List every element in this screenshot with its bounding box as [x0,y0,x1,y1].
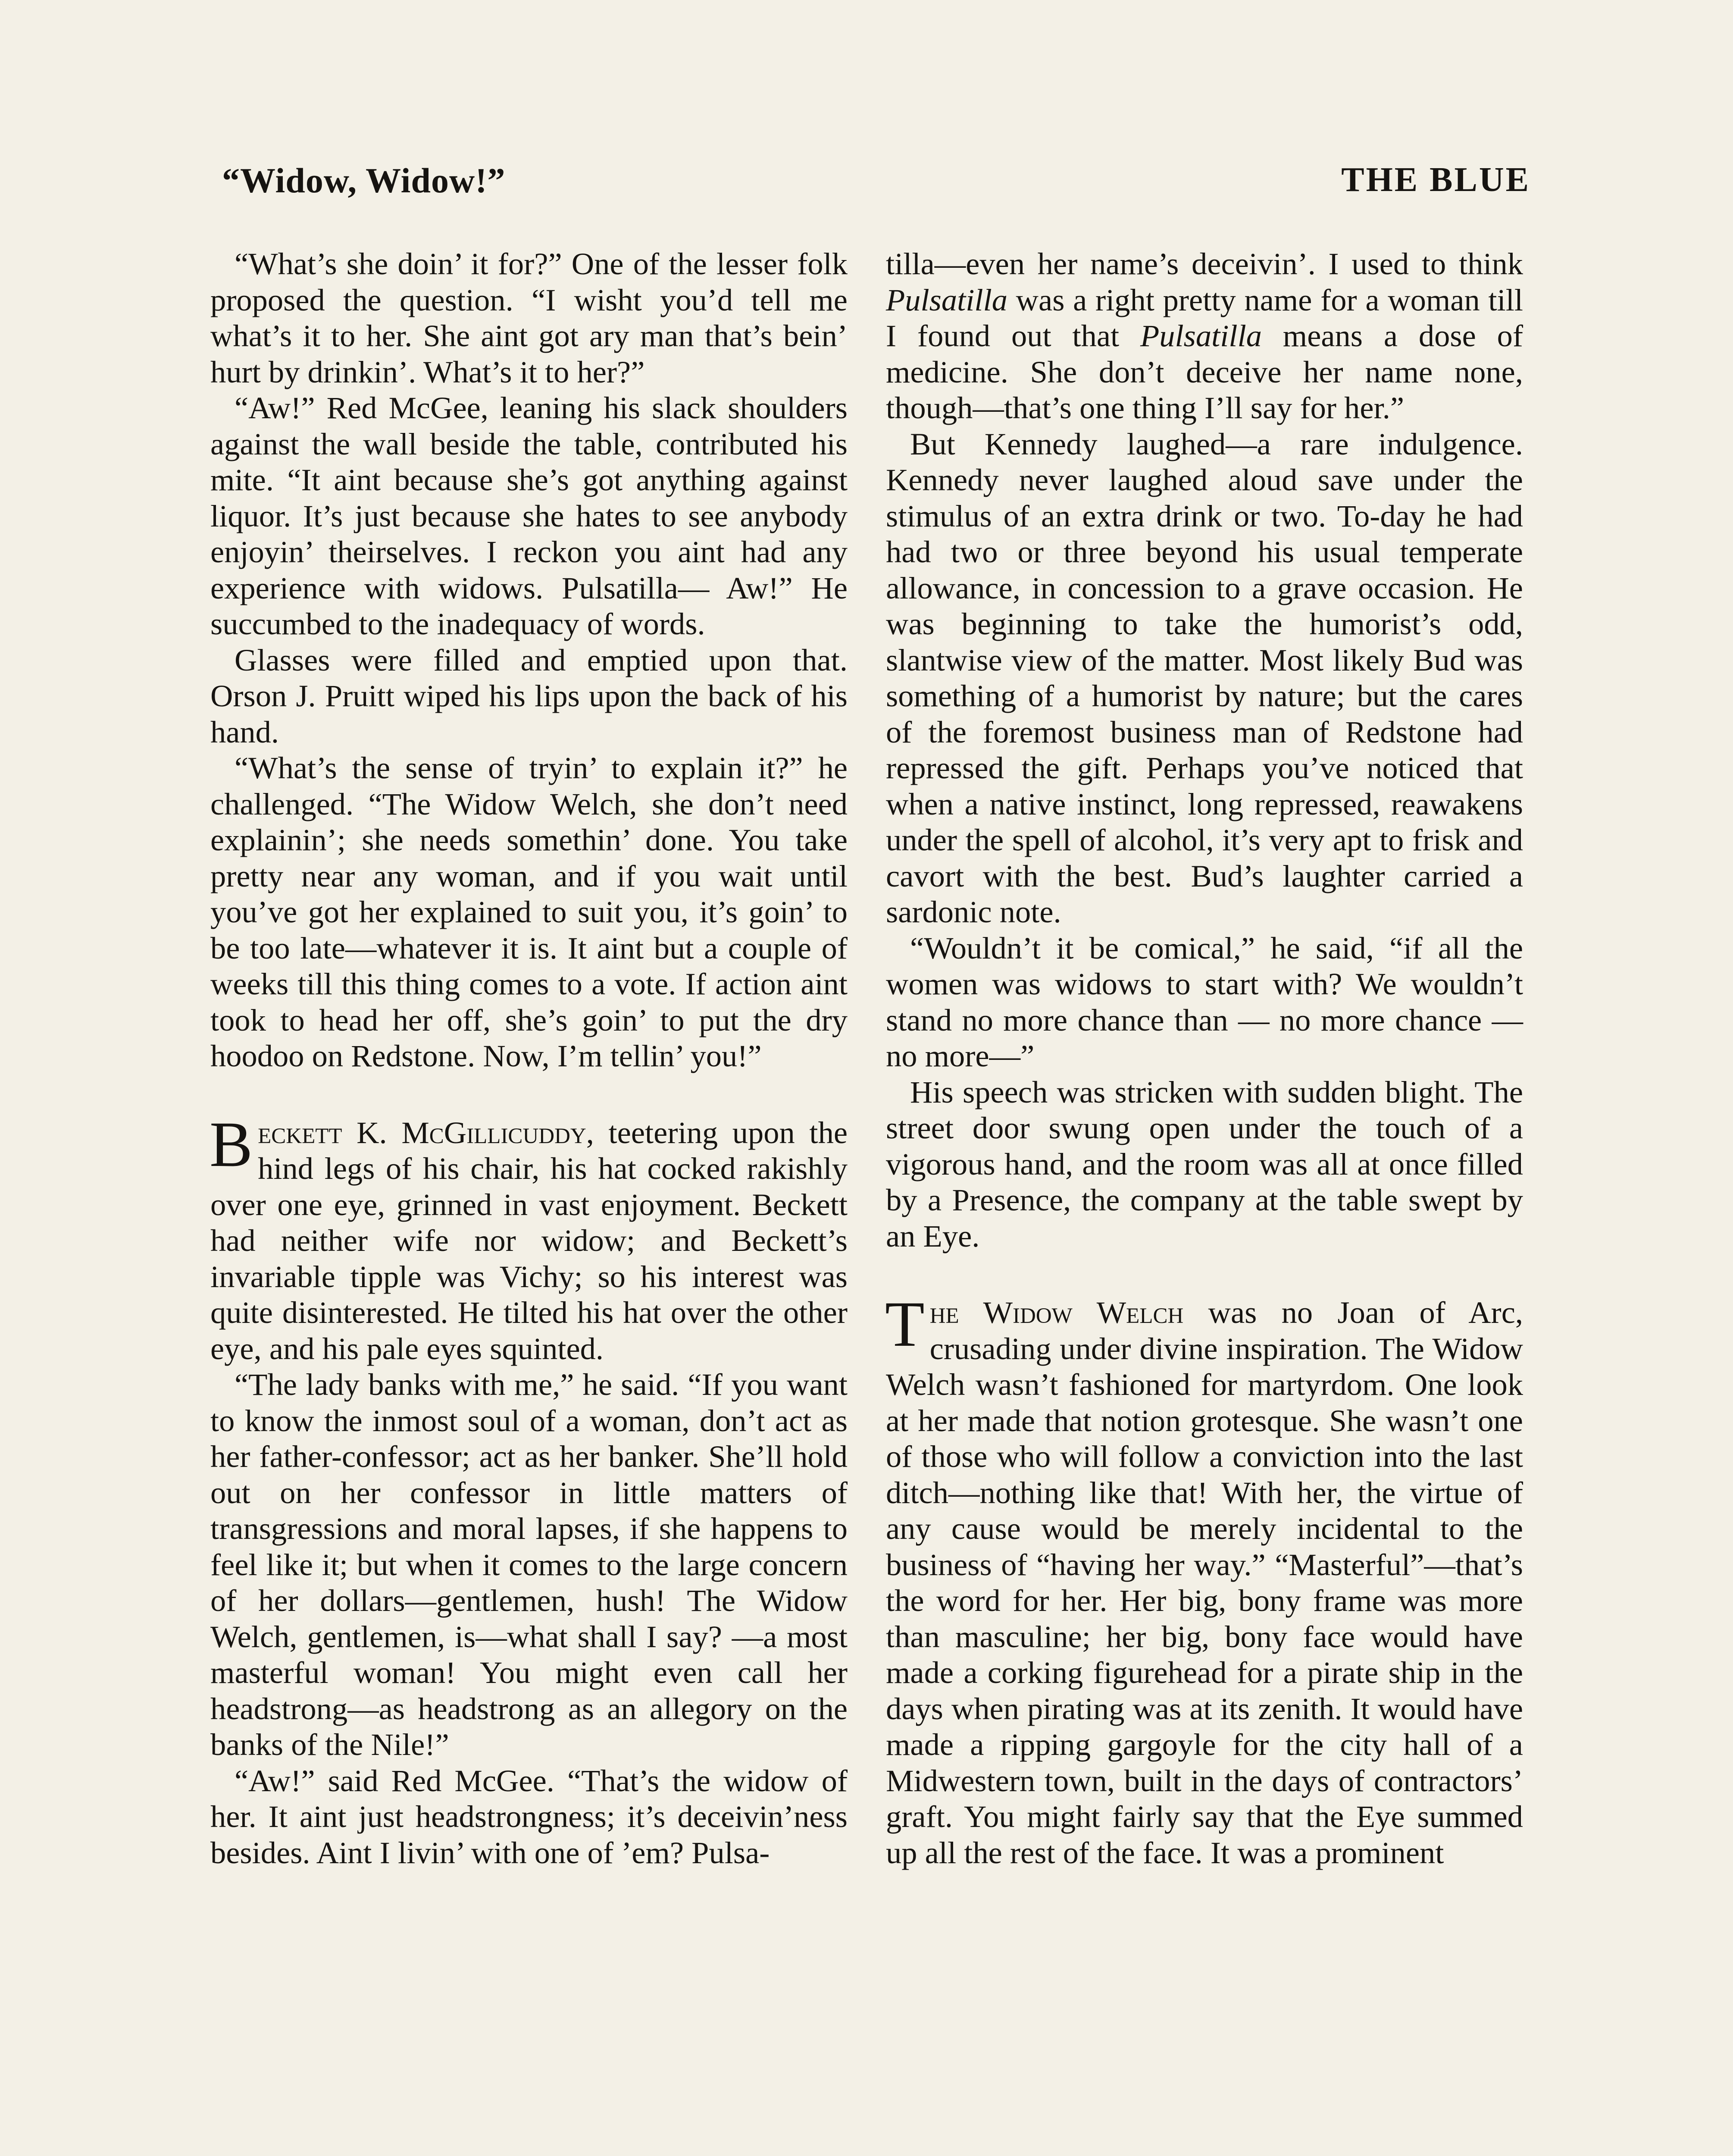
italic-name: Pulsatilla [886,282,1007,317]
small-caps-text: McGillicuddy, [401,1115,594,1150]
paragraph: But Kennedy laughed—a rare indulgence. Kennedy never laughed aloud save under the stimulus of an extra drink or two. To-day he had had two or three beyond his usual temperate allowance, in concession to a grave occasion. He was beginning to take the humorist’s odd, slantwise view of the matter. Most likely Bud was something of a humorist by nature; but the cares of the foremost business man of Redstone had repressed the gift. Perhaps you’ve noticed that when a native instinct, long repressed, reawakens under the spell of alcohol, it’s very apt to frisk and cavort with the best. Bud’s laughter carried a sardonic note. [886,426,1523,929]
section-opening-paragraph [885,1288,1523,1871]
paragraph-text: tilla—even her name’s deceivin’. I used to think [886,246,1523,281]
section-opening-paragraph [210,1108,848,1367]
paragraph-text: teetering upon the hind legs of his chair, his hat cocked rakishly over one eye, grinned in vast enjoyment. Beckett had neither wife nor widow; and Beckett’s invariable tipple was Vichy; so his interest was quite disinterested. He tilted his hat over the other eye, and his pale eyes squinted. [210,1115,848,1366]
paragraph: “Aw!” said Red McGee. “That’s the widow of her. It aint just headstrongness; it’s deceivin’ness besides. Aint I livin’ with one of ’em? Pulsa- [210,1763,848,1870]
paragraph: Glasses were filled and emptied upon that. Orson J. Pruitt wiped his lips upon the back of his hand. [210,642,848,749]
continued-paragraph [886,246,1523,426]
paragraph: His speech was stricken with sudden blight. The street door swung open under the touch of a vigorous hand, and the room was all at once filled by a Presence, the company at the table swept by an Eye. [886,1074,1523,1253]
paragraph: “What’s she doin’ it for?” One of the lesser folk proposed the question. “I wisht you’d tell me what’s it to her. She aint got ary man that’s bein’ hurt by drinkin’. What’s it to her?” [210,246,848,389]
small-caps-text: he Widow Welch [929,1295,1184,1330]
paragraph: “Aw!” Red McGee, leaning his slack shoulders against the wall beside the table, contributed his mite. “It aint because she’s got anything against liquor. It’s just because she hates to see anybody enjoyin’ theirselves. I reckon you aint had any experience with widows. Pulsatilla— Aw!” He succumbed to the inadequacy of words. [210,390,848,641]
drop-cap: B [210,1108,253,1180]
paragraph-text: means a dose of medicine. She don’t deceive her name none, though—that’s one thing I’ll say for her.” [886,318,1523,425]
right-column [886,246,1523,1871]
left-column [210,246,848,1871]
story-title: “Widow, Widow!” [222,161,506,200]
paragraph-text: was a right pretty name for a woman till I found out that [886,282,1523,353]
paragraph: “Wouldn’t it be comical,” he said, “if all the women was widows to start with? We wouldn’t stand no more chance than — no more chance — no more—” [886,930,1523,1073]
paragraph-text: was no Joan of Arc, crusading under divine inspiration. The Widow Welch wasn’t fashioned for martyrdom. One look at her made that notion grotesque. She wasn’t one of those who will follow a conviction into the last ditch—nothing like that! With her, the virtue of any cause would be merely incidental to the business of “having her way.” “Masterful”—that’s the word for her. Her big, bony frame was more than masculine; her big, bony face would have made a corking figurehead for a pirate ship in the days when pirating was at its zenith. It would have made a ripping gargoyle for the city hall of a Midwestern town, built in the days of contractors’ graft. You might fairly say that the Eye summed up all the rest of the face. It was a prominent [886,1295,1523,1870]
paragraph: “What’s the sense of tryin’ to explain it?” he challenged. “The Widow Welch, she don’t need explainin’; she needs somethin’ done. You take pretty near any woman, and if you wait until you’ve got her explained to suit you, it’s goin’ to be too late—whatever it is. It aint but a couple of weeks till this thing comes to a vote. If action aint took to head her off, she’s goin’ to put the dry hoodoo on Redstone. Now, I’m tellin’ you!” [210,750,848,1073]
small-caps-text: eckett [258,1115,342,1150]
italic-name: Pulsatilla [1140,318,1262,353]
drop-cap: T [885,1288,925,1360]
magazine-title: THE BLUE [1341,161,1530,199]
paragraph-text: K. [342,1115,402,1150]
paragraph: “The lady banks with me,” he said. “If you want to know the inmost soul of a woman, don’t act as her father-confessor; act as her banker. She’ll hold out on her confessor in little matters of transgressions and moral lapses, if she happens to feel like it; but when it comes to the large concern of her dollars—gentlemen, hush! The Widow Welch, gentlemen, is—what shall I say? —a most masterful woman! You might even call her headstrong—as headstrong as an allegory on the banks of the Nile!” [210,1367,848,1762]
